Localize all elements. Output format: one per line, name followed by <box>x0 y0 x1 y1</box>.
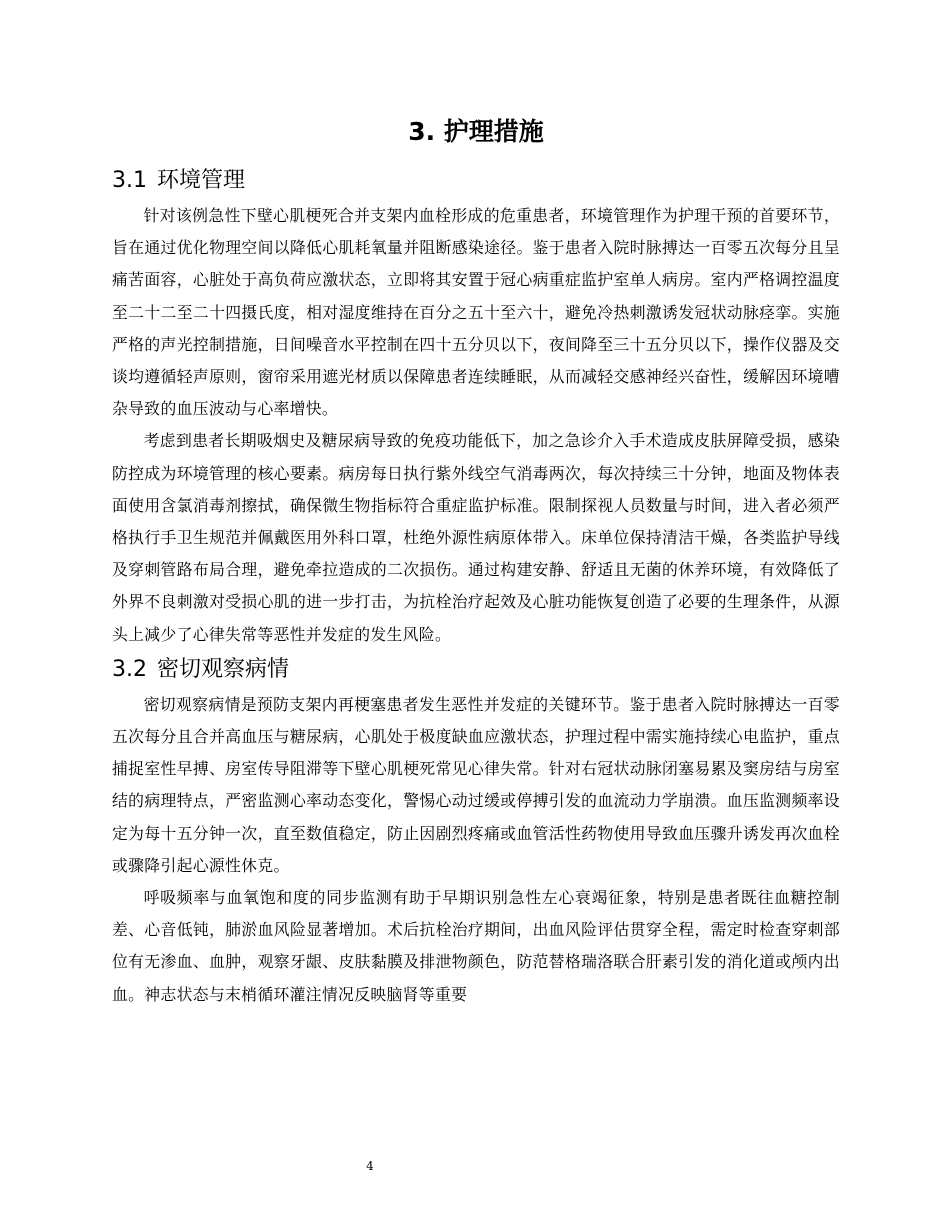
paragraph: 考虑到患者长期吸烟史及糖尿病导致的免疫功能低下，加之急诊介入手术造成皮肤屏障受损，感染防控成为环境管理的核心要素。病房每日执行紫外线空气消毒两次，每次持续三十分钟，地面及物体表面使用含氯消毒剂擦拭，确保微生物指标符合重症监护标准。限制探视人员数量与时间，进入者必须严格执行手卫生规范并佩戴医用外科口罩，杜绝外源性病原体带入。床单位保持清洁干燥，各类监护导线及穿刺管路布局合理，避免牵拉造成的二次损伤。通过构建安静、舒适且无菌的休养环境，有效降低了外界不良刺激对受损心肌的进一步打击，为抗栓治疗起效及心脏功能恢复创造了必要的生理条件，从源头上减少了心律失常等恶性并发症的发生风险。 <box>112 431 840 644</box>
chapter-title: 3. 护理措施 <box>408 117 544 146</box>
paragraph: 密切观察病情是预防支架内再梗塞患者发生恶性并发症的关键环节。鉴于患者入院时脉搏达一百零五次每分且合并高血压与糖尿病，心肌处于极度缺血应激状态，护理过程中需实施持续心电监护，重点捕捉室性早搏、房室传导阻滞等下壁心肌梗死常见心律失常。针对右冠状动脉闭塞易累及窦房结与房室结的病理特点，严密监测心率动态变化，警惕心动过缓或停搏引发的血流动力学崩溃。血压监测频率设定为每十五分钟一次，直至数值稳定，防止因剧烈疼痛或血管活性药物使用导致血压骤升诱发再次血栓或骤降引起心源性休克。 <box>112 694 840 875</box>
paragraph: 针对该例急性下壁心肌梗死合并支架内血栓形成的危重患者，环境管理作为护理干预的首要环节，旨在通过优化物理空间以降低心肌耗氧量并阻断感染途径。鉴于患者入院时脉搏达一百零五次每分且呈痛苦面容，心脏处于高负荷应激状态，立即将其安置于冠心病重症监护室单人病房。室内严格调控温度至二十二至二十四摄氏度，相对湿度维持在百分之五十至六十，避免冷热刺激诱发冠状动脉痉挛。实施严格的声光控制措施，日间噪音水平控制在四十五分贝以下，夜间降至三十五分贝以下，操作仪器及交谈均遵循轻声原则，窗帘采用遮光材质以保障患者连续睡眠，从而减轻交感神经兴奋性，缓解因环境嘈杂导致的血压波动与心率增快。 <box>112 206 840 419</box>
section-heading-3-2 <box>112 651 840 689</box>
section-title-text: 环境管理 <box>157 168 246 193</box>
section-number: 3.1 <box>112 168 147 193</box>
section-heading-3-1 <box>112 162 840 200</box>
page-number: 4 <box>366 1159 374 1173</box>
page-content <box>112 112 840 1011</box>
paragraph: 呼吸频率与血氧饱和度的同步监测有助于早期识别急性左心衰竭征象，特别是患者既往血糖控制差、心音低钝，肺淤血风险显著增加。术后抗栓治疗期间，出血风险评估贯穿全程，需定时检查穿刺部位有无渗血、血肿，观察牙龈、皮肤黏膜及排泄物颜色，防范替格瑞洛联合肝素引发的消化道或颅内出血。神志状态与末梢循环灌注情况反映脑肾等重要 <box>112 888 840 1004</box>
section-title-text: 密切观察病情 <box>157 656 290 682</box>
section-number: 3.2 <box>112 656 147 682</box>
